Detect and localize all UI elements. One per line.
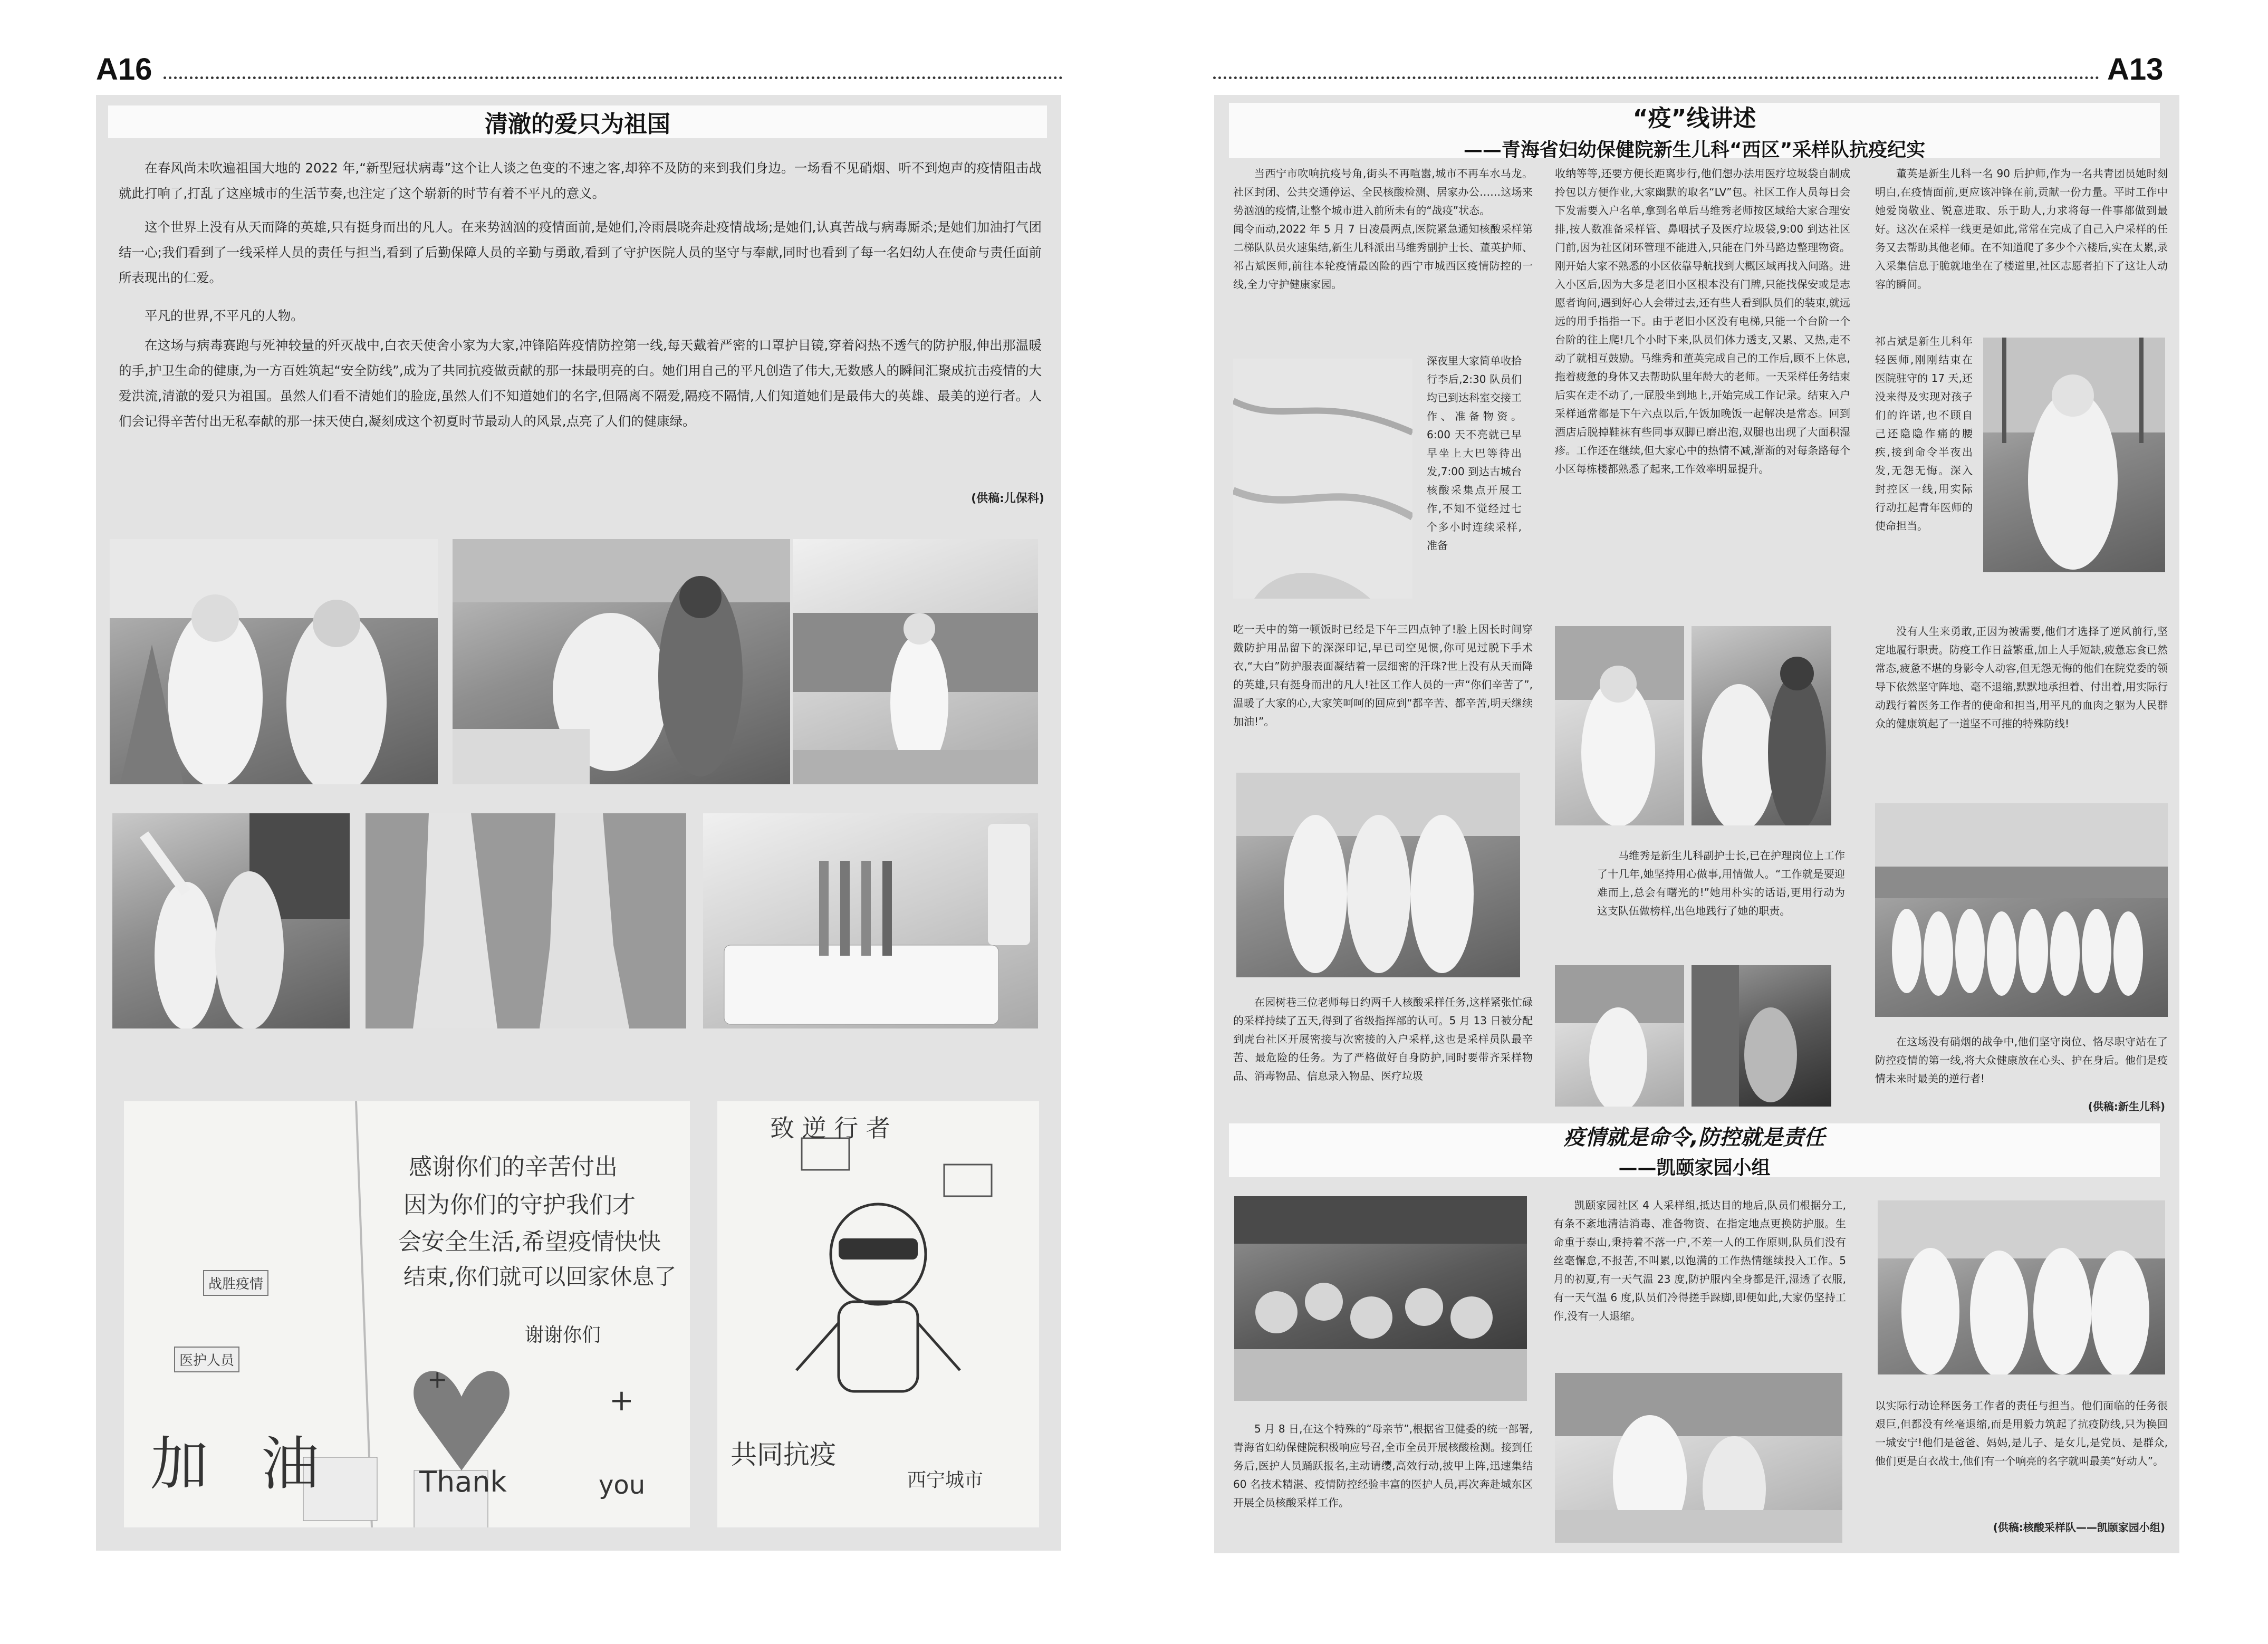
- drawing-you-character: 油: [261, 1430, 319, 1498]
- left-article-paragraph: 这个世界上没有从天而降的英雄,只有挺身而出的凡人。在来势汹汹的疫情面前,是她们,冷雨晨晓奔赴疫情战场;是她们,认真苦战与病毒厮杀;是她们加油打气团结一心;我们看到了一线采样人员的责任与担当,看到了后勤保障人员的辛勤与勇敢,看到了守护医院人员的坚守与奉献,同时也看到了每一名妇幼人在使命与责任面前所表现出的仁爱。: [119, 219, 1042, 285]
- drawing-text-line: 结束,你们就可以回家休息了: [403, 1264, 677, 1290]
- drawing-text-line: 因为你们的守护我们才: [403, 1191, 636, 1218]
- children-drawing-thank-you: [124, 1101, 690, 1527]
- article1-col1-side: 深夜里大家简单收拾行李后,2:30 队员们均已到达科室交接工作、准备物资。6:00 天不亮就已早早坐上大巴等待出发,7:00 到达古城台核酸采集点开展工作,不知不觉经过七个多小时连续采样,准备: [1427, 354, 1522, 552]
- right-article1-title: “疫”线讲述: [1632, 105, 1756, 132]
- article1-col3-mid: 没有人生来勇敢,正因为被需要,他们才选择了逆风前行,坚定地履行职责。防疫工作日益繁重,加上人手短缺,疲惫忘食已然常态,疲惫不堪的身影令人动容,但无怨无悔的他们在院党委的领导下依然坚守阵地、毫不退缩,默默地承担着、付出着,用实际行动践行着医务工作者的使命和担当,用平凡的血肉之躯为人民群众的健康筑起了一道坚不可摧的特殊防线!: [1875, 625, 2168, 730]
- page-number-right: A13: [2107, 52, 2164, 86]
- article1-col3-text: 董英是新生儿科一名 90 后护师,作为一名共青团员她时刻明白,在疫情面前,更应该冲锋在前,贡献一份力量。平时工作中她爱岗敬业、锐意进取、乐于助人,力求将每一件事都做到最好。这次在采样一线更是如此,常常在完成了自己入户采样的任务又去帮助其他老师。在不知道爬了多少个六楼后,实在太累,录入采集信息于脆就地坐在了楼道里,社区志愿者拍下了这让人动容的瞬间。: [1875, 167, 2168, 291]
- header-rule-right: [1213, 76, 2099, 79]
- photo-sample-tubes: [703, 813, 1038, 1028]
- photo-three-workers-standing: [1236, 773, 1520, 977]
- right-article1-subtitle: ——青海省妇幼保健院新生儿科“西区”采样队抗疫纪实: [1463, 139, 1926, 161]
- photo-sampling-station: [1555, 1373, 1842, 1543]
- drawing-text-line: 会安全生活,希望疫情快快: [398, 1228, 661, 1255]
- drawing-text-line: 感谢你们的辛苦付出: [409, 1153, 618, 1180]
- drawing-thanks-text: 谢谢你们: [525, 1324, 601, 1346]
- right-article1-title-bar: [1229, 103, 2160, 161]
- drawing-plus: +: [427, 1365, 448, 1393]
- article1-col2-caption: 马维秀是新生儿科副护士长,已在护理岗位上工作了十几年,她坚持用心做事,用情做人。“工作就是要迎难而上,总会有曙光的!”她用朴实的话语,更用行动为这支队伍做榜样,出色地践行了她的职责。: [1597, 849, 1845, 917]
- drawing-jia-character: 加: [150, 1430, 208, 1498]
- left-article-title: 清澈的爱只为祖国: [485, 111, 670, 138]
- drawing-you-word: you: [599, 1470, 646, 1500]
- photo-ma-weixiu: [1555, 626, 1684, 825]
- article1-col1-continued: 吃一天中的第一顿饭时已经是下午三四点钟了!脸上因长时间穿戴防护用品留下的深深印记,早已司空见惯,你可见过脱下手术衣,“大白”防护服表面凝结着一层细密的汗珠?世上没有从天而降的英雄,只有挺身而出的凡人!社区工作人员的一声“你们辛苦了”,温暖了大家的心,大家笑呵呵的回应到“都辛苦、都辛苦,明天继续加油!”。: [1233, 623, 1533, 728]
- photo-worker-by-tent: [793, 539, 1038, 784]
- article1-col2-text: 收纳等等,还要方便长距离步行,他们想办法用医疗垃圾袋自制成拎包以方便作业,大家幽默的取名“LV”包。社区工作人员每日会下发需要入户名单,拿到名单后马维秀老师按区域给大家合理安排,按人数准备采样管、鼻咽拭子及医疗垃圾袋,9:00 到达社区门前,因为社区闭环管理不能进入,只能在门外马路边整理物资。刚开始大家不熟悉的小区依靠导航找到大概区域再找入问路。进入小区后,因为大多是老旧小区根本没有门牌,只能找保安或是志愿者询问,遇到好心人会带过去,还有些人看到队员们的装束,就远远的用手指指一下。由于老旧小区没有电梯,只能一个台阶一个台阶的往上爬!几个小时下来,队员们体力透支,又累、又热,走不动了就相互鼓励。马维秀和董英完成自己的工作后,顾不上休息,拖着疲惫的身体又去帮助队里年龄大的老师。一天采样任务结束后实在走不动了,一屁股坐到地上,开始完成工作记录。结束入户采样通常都是下午六点以后,午饭加晚饭一起解决是常态。回到酒店后脱掉鞋袜有些同事双脚已磨出泡,双腿也出现了大面积湿疹。工作还在继续,但大家心中的热情不减,渐渐的对每条路每个小区每栋楼都熟悉了起来,工作效率明显提升。: [1555, 167, 1850, 475]
- article2-right-text: 以实际行动诠释医务工作者的责任与担当。他们面临的任务很艰巨,但都没有丝毫退缩,而是用毅力筑起了抗疫防线,只为换回一城安宁!他们是爸爸、妈妈,是儿子、是女儿,是党员、是群众,他们更是白衣战士,他们有一个响亮的名字就叫最美“好动人”。: [1875, 1399, 2168, 1467]
- article1-col3-caption: 在这场没有硝烟的战争中,他们坚守岗位、恪尽职守站在了防控疫情的第一线,将大众健康放在心头、护在身后。他们是疫情未来时最美的逆行者!: [1875, 1035, 2168, 1085]
- photo-workers-gesturing: [1692, 626, 1831, 825]
- article2-left-text: 5 月 8 日,在这个特殊的“母亲节”,根据省卫健委的统一部署,青海省妇幼保健院积极响应号召,全市全员开展核酸检测。接到任务后,医护人员踊跃报名,主动请缨,高效行动,披甲上阵,迅速集结 60 名技术精湛、疫情防控经验丰富的医护人员,再次奔赴城东区开展全员核酸采样工作。: [1233, 1422, 1533, 1509]
- article1-col1-intro: 当西宁市吹响抗疫号角,街头不再喧嚣,城市不再车水马龙。社区封闭、公共交通停运、全民核酸检测、居家办公……这场来势汹汹的疫情,让整个城市进入前所未有的“战疫”状态。 闻令而动,2022 年 5 月 7 日凌晨两点,医院紧急通知核酸采样第二梯队队员火速集结,新生儿科派出马维秀副护士长、董英护师、祁占斌医师,前往本轮疫情最凶险的西宁市城西区疫情防控的一线,全力守护健康家园。: [1233, 167, 1533, 291]
- photo-four-team-members: [1878, 1200, 2165, 1374]
- article1-col1-bottom: 在园树巷三位老师每日约两千人核酸采样任务,这样紧张忙碌的采样持续了五天,得到了省级指挥部的认可。5 月 13 日被分配到虎台社区开展密接与次密接的入户采样,这也是采样员队最辛苦、最危险的任务。为了严格做好自身防护,同时要带齐采样物品、消毒物品、信息录入物品、医疗垃圾: [1233, 996, 1533, 1082]
- drawing-plus: +: [609, 1383, 634, 1418]
- header-rule-left: [164, 76, 1063, 79]
- children-drawing-retrograde: [717, 1101, 1039, 1527]
- photo-throat-swab-sampling: [110, 539, 438, 784]
- drawing-signature: 西宁城市: [907, 1469, 984, 1491]
- drawing-bottom-text: 共同抗疫: [731, 1439, 836, 1470]
- page-number-left: A16: [96, 52, 152, 86]
- photo-team-on-bus: [1234, 1196, 1527, 1401]
- photo-worker-in-stairwell: [1692, 965, 1831, 1107]
- right-article2-title: 疫情就是命令,防控就是责任: [1563, 1126, 1825, 1150]
- drawing-sticker: 医护人员: [174, 1347, 239, 1372]
- left-article-paragraph: 在这场与病毒赛跑与死神较量的歼灭战中,白衣天使舍小家为大家,冲锋陷阵疫情防控第一线,每天戴着严密的口罩护目镜,穿着闷热不透气的防护服,伸出那温暖的手,护卫生命的健康,为一方百姓筑起“安全防线”,成为了共同抗疫做贡献的那一抹最明亮的白。她们用自己的平凡创造了伟大,无数感人的瞬间汇聚成抗击疫情的大爱洪流,清澈的爱只为祖国。虽然人们看不清她们的脸庞,虽然人们不知道她们的名字,但隔离不隔爱,隔疫不隔情,人们知道她们是最伟大的英雄、最美的逆行者。人们会记得辛苦付出无私奉献的那一抹天使白,凝刻成这个初夏时节最动人的风景,点亮了人们的健康绿。: [119, 338, 1042, 429]
- right-article2-title-bar: [1229, 1123, 2160, 1177]
- drawing-header-text: 致 逆 行 者: [770, 1114, 890, 1142]
- article1-col3-side: 祁占斌是新生儿科年轻医师,刚刚结束在医院驻守的 17 天,还没来得及实现对孩子们的许诺,也不顾自己还隐隐作痛的腰疾,接到命令半夜出发,无怨无悔。深入封控区一线,用实际行动扛起青年医师的使命担当。: [1875, 335, 1973, 532]
- photo-worker-outdoor: [1555, 965, 1684, 1107]
- photo-qi-zhanbin: [1983, 338, 2165, 572]
- photo-sweat-protective-suit: [1233, 359, 1412, 599]
- photo-sampling-with-child: [453, 539, 790, 784]
- left-article-credit: (供稿:儿保科): [971, 492, 1044, 505]
- article1-credit: (供稿:新生儿科): [2088, 1100, 2165, 1113]
- article2-middle-text: 凯颐家园社区 4 人采样组,抵达目的地后,队员们根据分工,有条不紊地清洁消毒、准备物资、在指定地点更换防护服。生命重于泰山,秉持着不落一户,不差一人的工作原则,队员们没有丝毫懈怠,不报苦,不叫累,以饱满的工作热情继续投入工作。5 月的初夏,有一天气温 23 度,防护服内全身都是汗,湿透了衣服,有一天气温 6 度,队员们冷得搓手跺脚,即便如此,大家仍坚持工作,没有一人退缩。: [1553, 1199, 1846, 1322]
- left-article-paragraph: 在春风尚未吹遍祖国大地的 2022 年,“新型冠状病毒”这个让人谈之色变的不速之客,却猝不及防的来到我们身边。一场看不见硝烟、听不到炮声的疫情阻击战就此打响了,打乱了这座城市的生活节奏,也注定了这个崭新的时节有着不平凡的意义。: [119, 160, 1042, 201]
- photo-team-group: [1875, 803, 2168, 1017]
- photo-workers-pointing: [112, 813, 350, 1028]
- right-article2-subtitle: ——凯颐家园小组: [1618, 1157, 1771, 1179]
- drawing-sticker: 战胜疫情: [203, 1270, 268, 1296]
- left-article-paragraph: 平凡的世界,不平凡的人物。: [145, 308, 304, 323]
- article2-credit: (供稿:核酸采样队——凯颐家园小组): [1993, 1521, 2165, 1534]
- photo-wrinkled-hands: [366, 813, 686, 1028]
- left-article-title-bar: [108, 105, 1047, 138]
- drawing-thank-word: Thank: [419, 1465, 507, 1498]
